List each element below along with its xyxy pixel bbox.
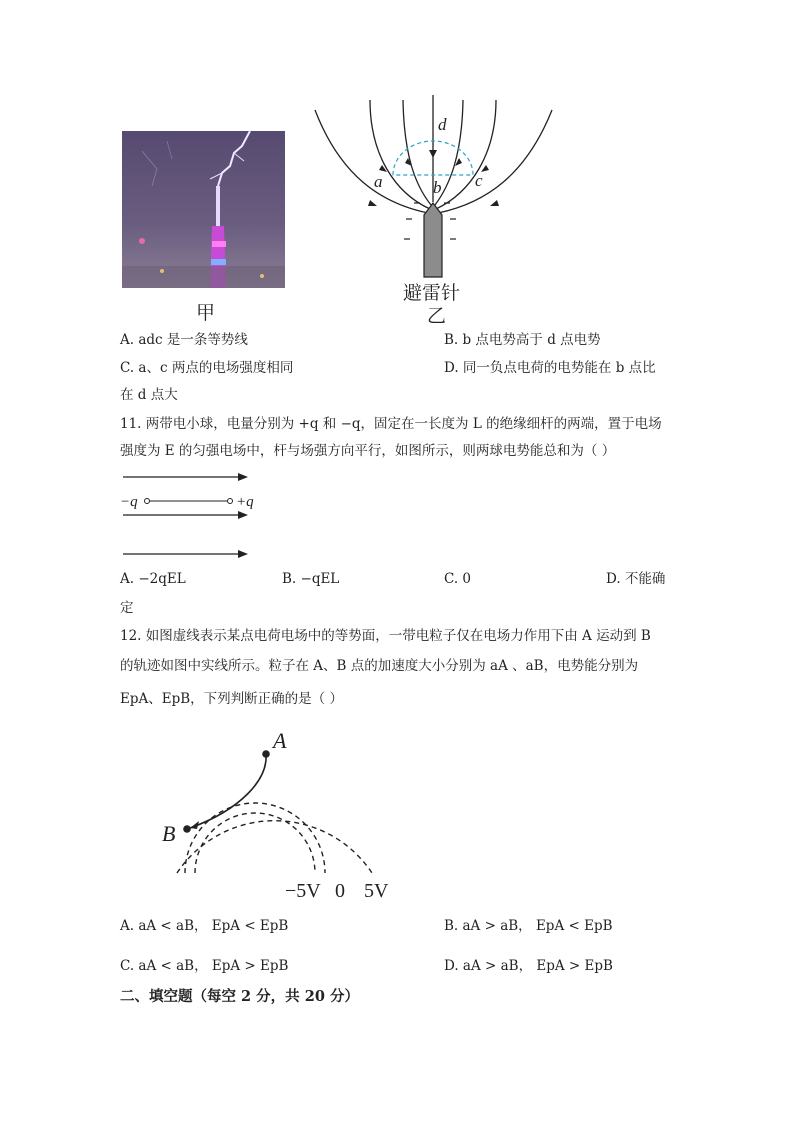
- q11-option-c: C. 0: [444, 571, 472, 587]
- q11-stem-line1: 11. 两带电小球，电量分别为 +q 和 −q，固定在一长度为 L 的绝缘细杆的两端，置于电场: [120, 416, 662, 432]
- label-b: b: [433, 178, 442, 197]
- q12-stem-line1: 12. 如图虚线表示某点电荷电场中的等势面，一带电粒子仅在电场力作用下由 A 运动到 B: [120, 628, 651, 644]
- q12-option-b: B. aA > aB， EpA < EpB: [444, 918, 613, 934]
- photo-caption: 甲: [196, 302, 216, 324]
- right-charge-label: +q: [236, 494, 254, 510]
- potential-minus5: −5V: [285, 880, 321, 902]
- label-d: d: [438, 115, 447, 134]
- point-a-label: A: [273, 728, 287, 753]
- q10-option-a: A. adc 是一条等势线: [120, 332, 248, 348]
- q10-option-c: C. a、c 两点的电场强度相同: [120, 360, 294, 376]
- q12-option-d: D. aA > aB， EpA > EpB: [444, 958, 613, 974]
- left-charge-label: −q: [120, 494, 138, 510]
- panel-caption: 乙: [427, 305, 447, 327]
- section-title: 二、填空题（每空 2 分，共 20 分）: [120, 988, 359, 1005]
- lightning-rod: [424, 203, 442, 277]
- q10-option-d: D. 同一负点电荷的电势能在 b 点比: [444, 360, 656, 376]
- q11-option-b: B. −qEL: [282, 571, 340, 587]
- label-a: a: [374, 172, 383, 191]
- potential-0: 0: [335, 880, 345, 902]
- field-line: [403, 100, 431, 205]
- q11-option-d-cont: 定: [120, 600, 134, 616]
- q12-option-c: C. aA < aB， EpA > EpB: [120, 958, 289, 974]
- trajectory: [190, 754, 266, 828]
- q11-stem-line2: 强度为 E 的匀强电场中，杆与场强方向平行，如图所示，则两球电势能总和为（ ）: [120, 443, 616, 459]
- potential-5: 5V: [364, 880, 389, 902]
- q12-stem-line2: 的轨迹如图中实线所示。粒子在 A、B 点的加速度大小分别为 aA 、aB，电势能分别为: [120, 658, 639, 674]
- uniform-field-figure: [118, 465, 268, 565]
- equipotential-figure: [140, 720, 410, 905]
- q10-option-b: B. b 点电势高于 d 点电势: [444, 332, 601, 348]
- lightning-photo: [122, 131, 285, 288]
- q11-option-a: A. −2qEL: [120, 571, 186, 587]
- rod-caption: 避雷针: [403, 282, 461, 304]
- q12-option-a: A. aA < aB， EpA < EpB: [120, 918, 289, 934]
- field-line: [370, 100, 430, 209]
- q11-option-d: D. 不能确: [606, 571, 666, 587]
- point-b-label: B: [162, 821, 176, 846]
- label-c: c: [475, 171, 483, 190]
- lightning-rod-figure: [300, 95, 570, 280]
- q10-option-d-cont: 在 d 点大: [120, 387, 178, 403]
- q12-stem-line3: EpA、EpB，下列判断正确的是（ ）: [120, 691, 343, 707]
